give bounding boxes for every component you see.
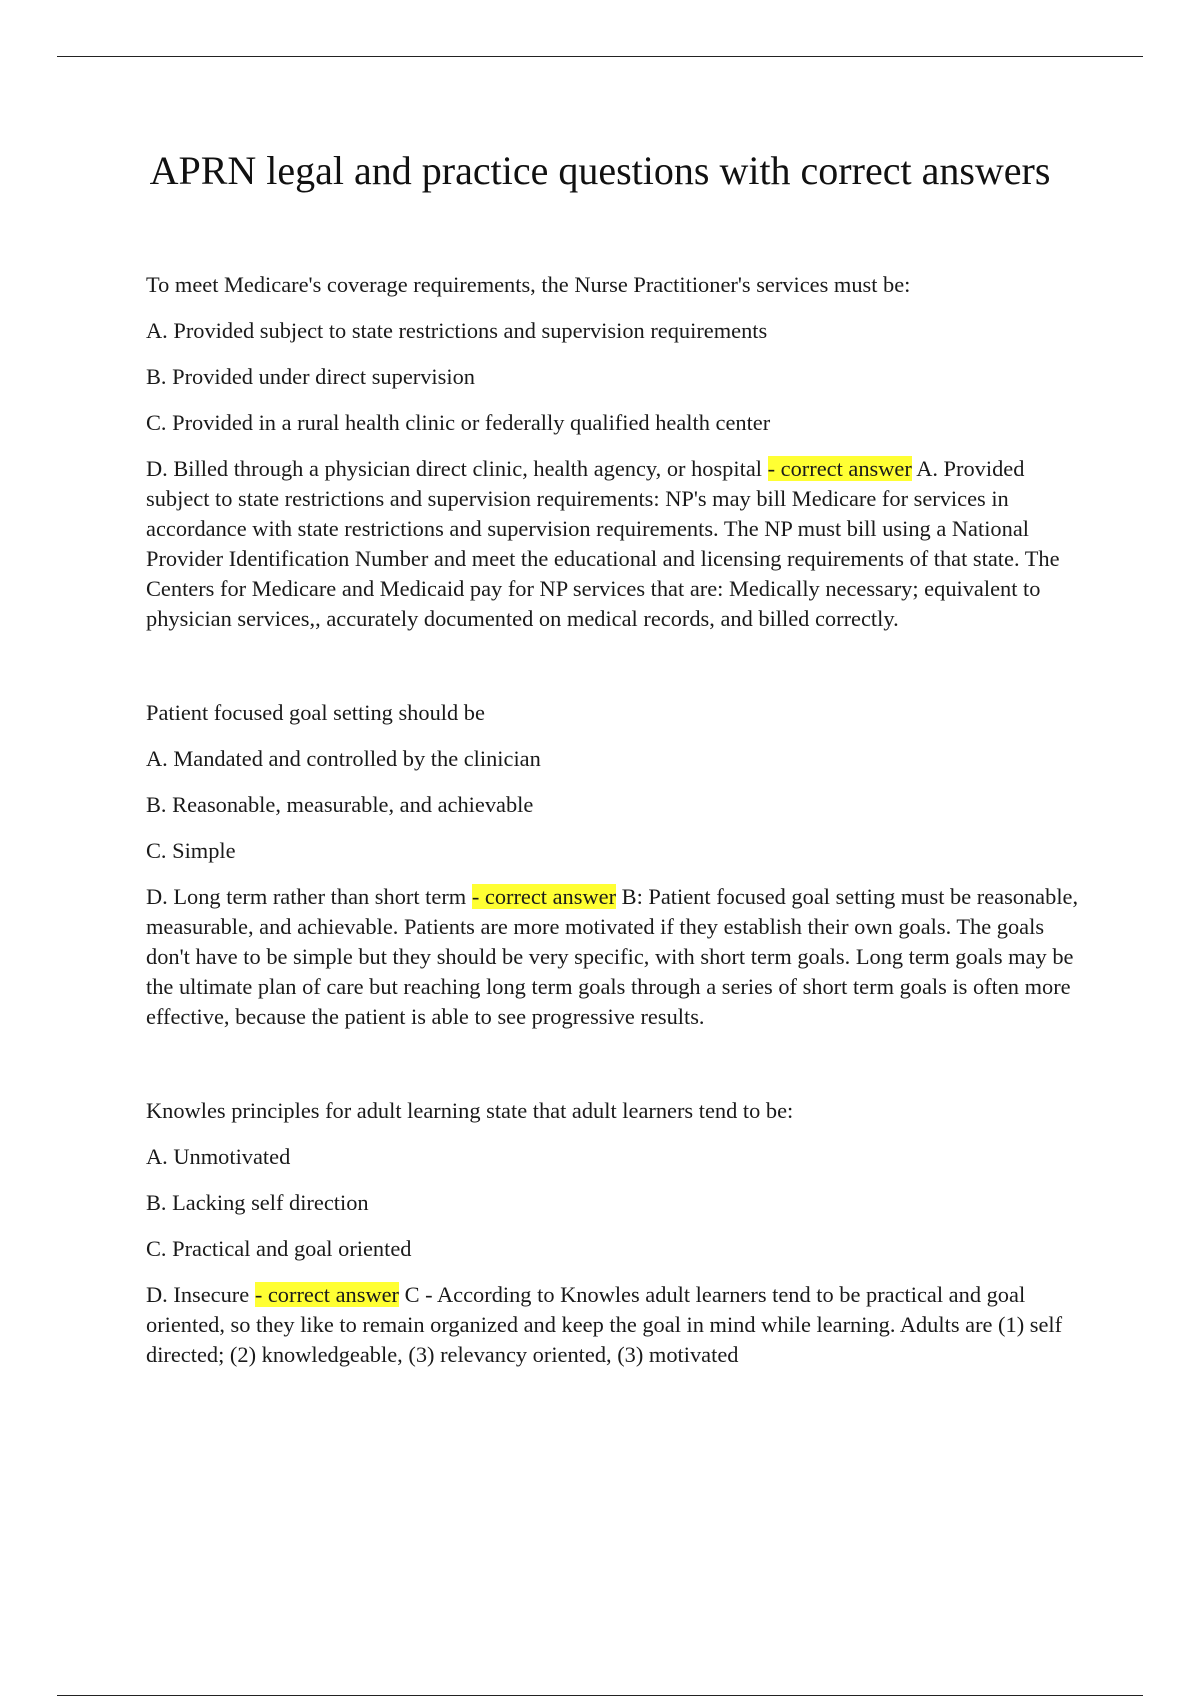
correct-answer-highlight: - correct answer xyxy=(471,884,617,909)
option-b: B. Reasonable, measurable, and achievable xyxy=(146,792,534,817)
option-a: A. Mandated and controlled by the clinician xyxy=(146,746,541,771)
option-b: B. Lacking self direction xyxy=(146,1190,369,1215)
question-prompt: To meet Medicare's coverage requirements, the Nurse Practitioner's services must be: xyxy=(146,272,911,297)
question-prompt: Patient focused goal setting should be xyxy=(146,700,485,725)
option-d: D. Long term rather than short term xyxy=(146,884,467,909)
answer-explanation: C - According to Knowles adult learners tend to be practical and goal oriented, so they like to remain organized and keep the goal in mind while learning. Adults are (1) self directed; (2) knowledgeable, (3) relevancy oriented, (3) motivated xyxy=(146,1282,1063,1367)
option-b: B. Provided under direct supervision xyxy=(146,364,475,389)
option-a: A. Provided subject to state restrictions and supervision requirements xyxy=(146,318,768,343)
option-d-with-answer xyxy=(146,882,1086,1032)
document-title: APRN legal and practice questions with correct answers xyxy=(149,148,1051,193)
option-c: C. Practical and goal oriented xyxy=(146,1236,412,1261)
question-block xyxy=(146,270,1086,634)
bottom-rule xyxy=(57,1695,1143,1696)
answer-explanation: B: Patient focused goal setting must be reasonable, measurable, and achievable. Patients are more motivated if they establish their own goals. The goals don't have to be simple but they should be very specific, with short term goals. Long term goals may be the ultimate plan of care but reaching long term goals through a series of short term goals is often more effective, because the patient is able to see progressive results. xyxy=(146,884,1079,1029)
question-prompt: Knowles principles for adult learning state that adult learners tend to be: xyxy=(146,1098,794,1123)
option-d-with-answer xyxy=(146,454,1086,634)
question-block xyxy=(146,1096,1086,1370)
top-rule xyxy=(57,56,1143,57)
option-d: D. Billed through a physician direct clinic, health agency, or hospital xyxy=(146,456,762,481)
answer-explanation: A. Provided subject to state restrictions and supervision requirements: NP's may bill Medicare for services in accordance with state restrictions and supervision requirements. The NP must bill using a National Provider Identification Number and meet the educational and licensing requirements of that state. The Centers for Medicare and Medicaid pay for NP services that are: Medically necessary; equivalent to physician services,, accurately documented on medical records, and billed correctly. xyxy=(146,456,1060,631)
document-body xyxy=(146,270,1086,1386)
option-c: C. Simple xyxy=(146,838,236,863)
correct-answer-highlight: - correct answer xyxy=(767,456,912,481)
option-c: C. Provided in a rural health clinic or federally qualified health center xyxy=(146,410,771,435)
correct-answer-highlight: - correct answer xyxy=(254,1282,400,1307)
question-block xyxy=(146,698,1086,1032)
option-d: D. Insecure xyxy=(146,1282,250,1307)
option-a: A. Unmotivated xyxy=(146,1144,291,1169)
option-d-with-answer xyxy=(146,1280,1086,1370)
